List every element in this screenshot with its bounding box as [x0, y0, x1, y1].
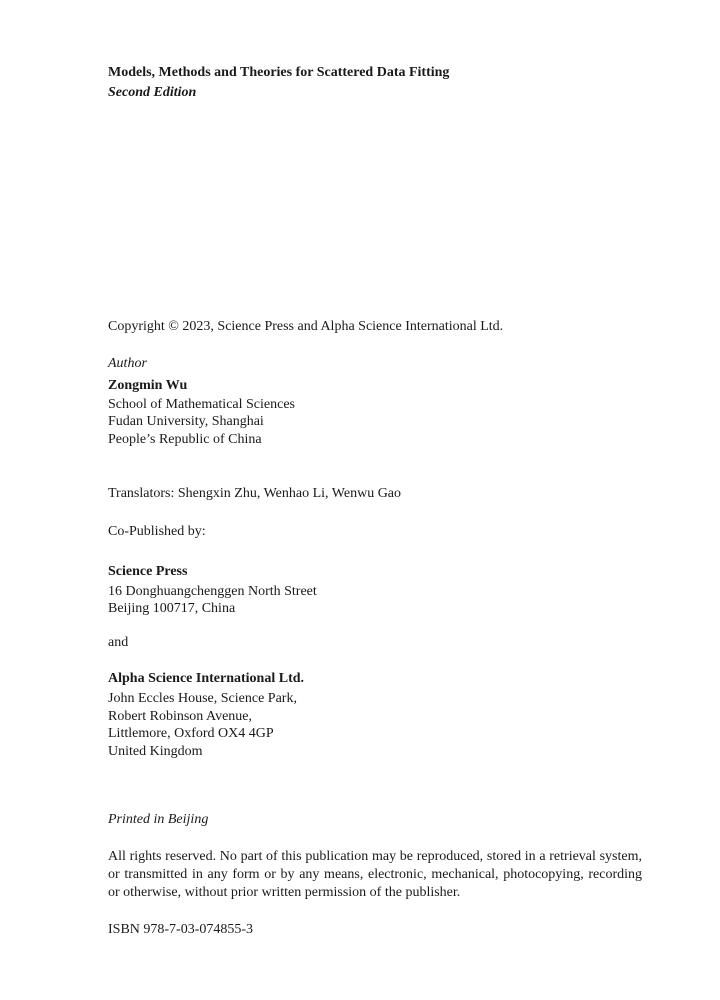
publisher-address-line: Beijing 100717, China: [108, 601, 236, 616]
copublished-label: Co-Published by:: [108, 524, 206, 539]
author-heading: Author: [108, 356, 147, 371]
rights-notice: All rights reserved. No part of this publication may be reproduced, stored in a retrieval system, or transmitted in any form or by any means, electronic, mechanical, photocopying, recording or otherwise, without prior written permission of the publisher.: [108, 849, 642, 900]
publisher-address-line: Robert Robinson Avenue,: [108, 709, 253, 724]
publisher-address-line: 16 Donghuangchenggen North Street: [108, 584, 317, 599]
copyright-line: Copyright © 2023, Science Press and Alpha Science International Ltd.: [108, 319, 504, 334]
author-name: Zongmin Wu: [108, 378, 188, 393]
author-affiliation-line: Fudan University, Shanghai: [108, 414, 264, 429]
publisher-name: Science Press: [108, 564, 188, 579]
printed-in-line: Printed in Beijing: [108, 812, 209, 827]
publisher-address-line: Littlemore, Oxford OX4 4GP: [108, 726, 274, 741]
translators-line: Translators: Shengxin Zhu, Wenhao Li, Wenwu Gao: [108, 486, 402, 501]
author-affiliation-line: School of Mathematical Sciences: [108, 397, 295, 412]
book-title: Models, Methods and Theories for Scattered Data Fitting: [108, 65, 450, 80]
publisher-name: Alpha Science International Ltd.: [108, 671, 305, 686]
book-edition: Second Edition: [108, 85, 197, 100]
author-affiliation-line: People’s Republic of China: [108, 432, 262, 447]
isbn-line: ISBN 978-7-03-074855-3: [108, 922, 254, 937]
and-separator: and: [108, 635, 129, 650]
publisher-address-line: United Kingdom: [108, 744, 203, 759]
publisher-address-line: John Eccles House, Science Park,: [108, 691, 297, 706]
